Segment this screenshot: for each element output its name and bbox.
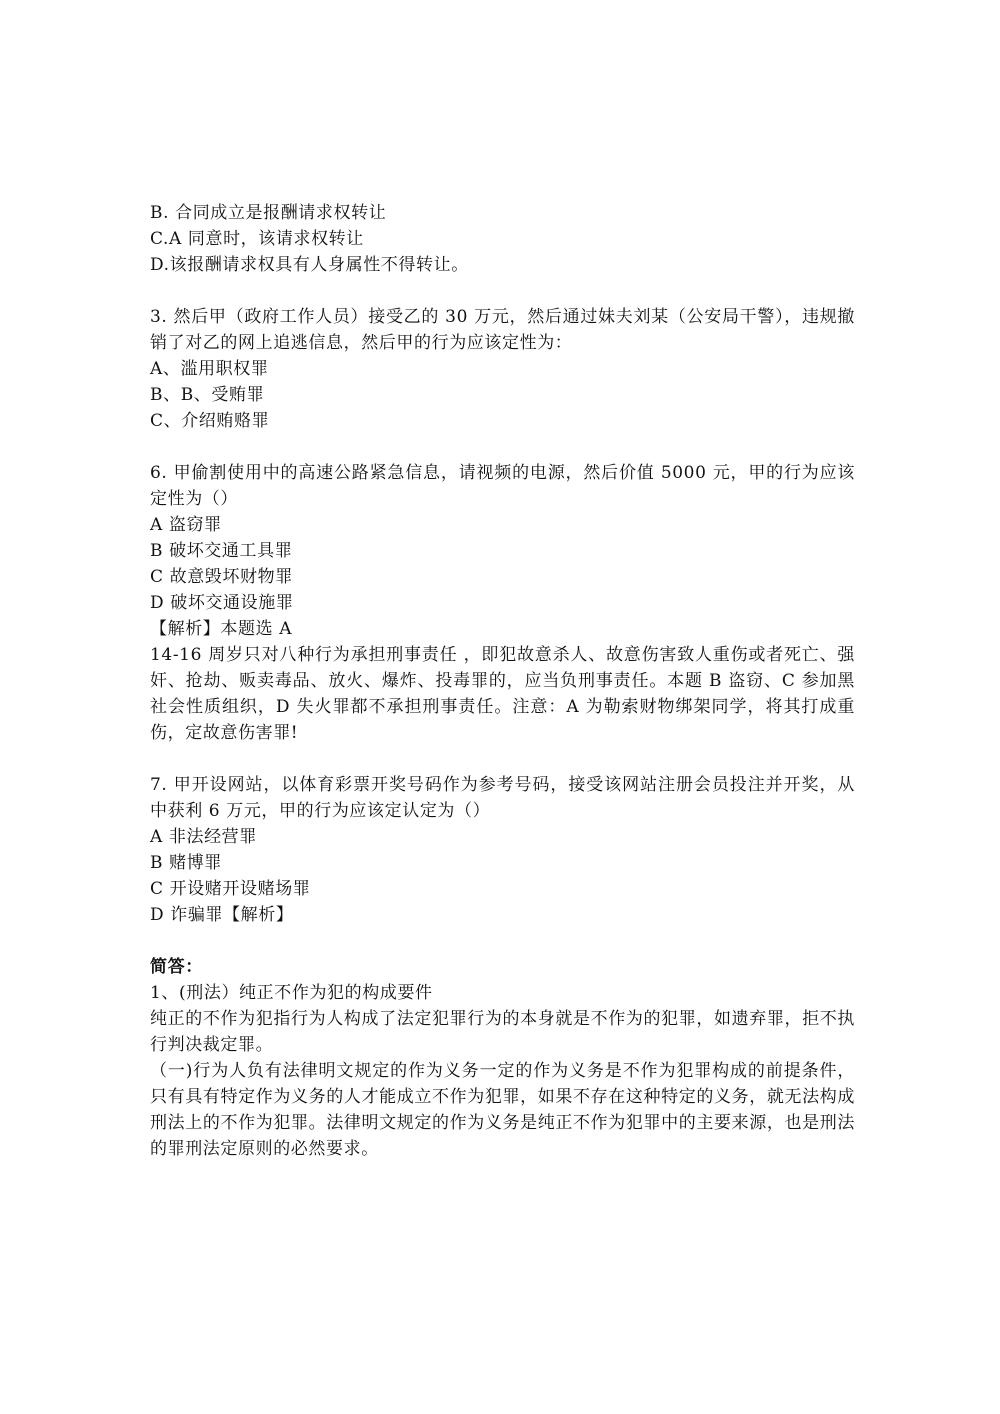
spacer [150,928,855,954]
q2-option-b: B. 合同成立是报酬请求权转让 [150,203,387,223]
q7-stem: 7. 甲开设网站，以体育彩票开奖号码作为参考号码，接受该网站注册会员投注并开奖，从中获利 6 万元，甲的行为应该定认定为（） [150,775,855,821]
spacer [150,278,855,304]
spacer [150,746,855,772]
q2-option-d: D.该报酬请求权具有人身属性不得转让。 [150,255,469,275]
q6-option-c: C 故意毁坏财物罪 [150,567,293,587]
q3-option-b: B、B、受贿罪 [150,385,265,405]
q6-analysis-body: 14-16 周岁只对八种行为承担刑事责任 ，即犯故意杀人、故意伤害致人重伤或者死亡、强奸、抢劫、贩卖毒品、放火、爆炸、投毒罪的，应当负刑事责任。本题 B 盗窃、C 参加黑社会性质组织，D 失火罪都不承担刑事责任。注意：A 为勒索财物绑架同学，将其打成重伤，定故意伤害罪! [150,645,855,743]
short-answer-definition: 纯正的不作为犯指行为人构成了法定犯罪行为的本身就是不作为的犯罪，如遗弃罪，拒不执行判决裁定罪。 [150,1009,855,1055]
q3-option-c: C、介绍贿赂罪 [150,411,270,431]
q7-option-b: B 赌博罪 [150,853,222,873]
q7-option-c: C 开设赌开设赌场罪 [150,879,311,899]
q7-option-d: D 诈骗罪【解析】 [150,905,294,925]
q6-option-d: D 破坏交通设施罪 [150,593,294,613]
document-page [150,200,855,1162]
q6-stem: 6. 甲偷割使用中的高速公路紧急信息，请视频的电源，然后价值 5000 元，甲的行为应该定性为（） [150,463,855,509]
short-answer-title: 1、(刑法）纯正不作为犯的构成要件 [150,983,433,1003]
q2-option-c: C.A 同意时，该请求权转让 [150,229,364,249]
q6-option-a: A 盗窃罪 [150,515,222,535]
q7-option-a: A 非法经营罪 [150,827,257,847]
q3-option-a: A、滥用职权罪 [150,359,269,379]
short-answer-point-1: （一)行为人负有法律明文规定的作为义务一定的作为义务是不作为犯罪构成的前提条件，只有具有特定作为义务的人才能成立不作为犯罪，如果不存在这种特定的义务，就无法构成刑法上的不作为犯罪。法律明文规定的作为义务是纯正不作为犯罪中的主要来源，也是刑法的罪刑法定原则的必然要求。 [150,1061,855,1159]
q6-analysis-label: 【解析】本题选 A [150,619,293,639]
short-answer-heading: 简答： [150,957,203,977]
q3-stem: 3. 然后甲（政府工作人员）接受乙的 30 万元，然后通过妹夫刘某（公安局干警），违规撤销了对乙的网上追逃信息，然后甲的行为应该定性为： [150,307,855,353]
spacer [150,434,855,460]
q6-option-b: B 破坏交通工具罪 [150,541,293,561]
